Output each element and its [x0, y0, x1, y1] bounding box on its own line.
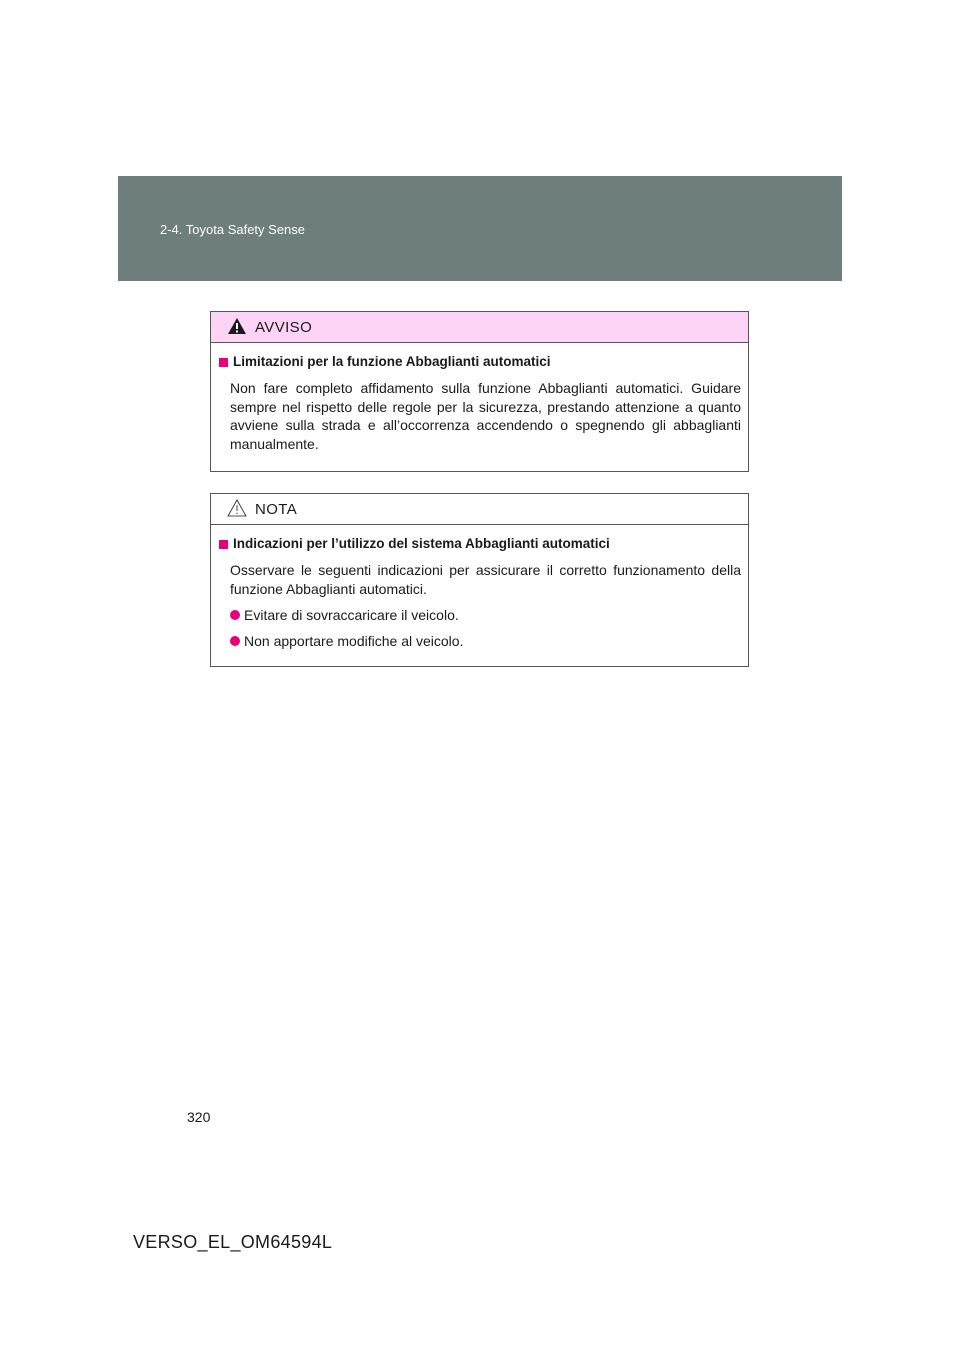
square-bullet-icon: [219, 358, 228, 367]
note-text: Osservare le seguenti indicazioni per assicurare il corretto funzionamento della funzione Abbaglianti automatici.: [230, 562, 741, 597]
warning-heading-text: Limitazioni per la funzione Abbaglianti automatici: [233, 354, 551, 369]
list-item: [230, 606, 741, 624]
note-box: [210, 493, 749, 667]
section-title: 2-4. Toyota Safety Sense: [160, 222, 306, 237]
warning-text: Non fare completo affidamento sulla funzione Abbaglianti automatici. Guidare sempre nel rispetto delle regole per la sicurezza, prestando attenzione a quanto avviene sulla strada e all’occorrenza accendendo o spegnendo gli abbaglianti manualmente.: [230, 380, 741, 452]
caution-triangle-icon: [227, 498, 247, 518]
warning-heading: [218, 353, 741, 371]
warning-box: [210, 311, 749, 472]
note-title: NOTA: [255, 501, 298, 518]
note-heading: [218, 535, 741, 553]
note-header: [211, 494, 748, 525]
document-code: VERSO_EL_OM64594L: [133, 1232, 333, 1252]
warning-header: [211, 312, 748, 343]
header-band: [118, 176, 842, 281]
warning-triangle-icon: [227, 316, 247, 336]
round-bullet-icon: [230, 610, 240, 620]
note-heading-text: Indicazioni per l’utilizzo del sistema Abbaglianti automatici: [233, 536, 610, 551]
square-bullet-icon: [219, 540, 228, 549]
round-bullet-icon: [230, 636, 240, 646]
list-item: [230, 632, 741, 650]
warning-title: AVVISO: [255, 319, 313, 336]
bullet-text: Non apportare modifiche al veicolo.: [244, 633, 464, 649]
bullet-text: Evitare di sovraccaricare il veicolo.: [244, 607, 459, 623]
page-number: 320: [187, 1109, 211, 1125]
